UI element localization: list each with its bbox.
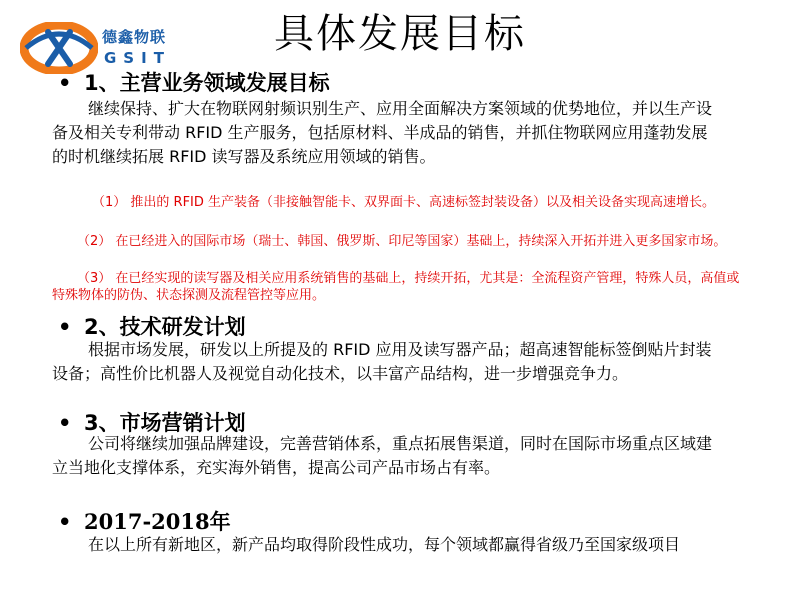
bullet-4: •: [58, 510, 72, 534]
red-item-3: （3） 在已经实现的读写器及相关应用系统销售的基础上，持续开拓，尤其是：全流程资产管理，特殊人员，高值或特殊物体的防伪、状态探测及流程管控等应用。: [52, 271, 740, 303]
section-body-2: [52, 338, 722, 386]
section-body-4-text: 在以上所有新地区，新产品均取得阶段性成功，每个领域都赢得省级乃至国家级项目: [88, 535, 681, 554]
red-item-1: （1） 推出的 RFID 生产装备（非接触智能卡、双界面卡、高速标签封装设备）以及相关设备实现高速增长。: [92, 195, 716, 210]
bullet-1: •: [58, 71, 72, 95]
bullet-3: •: [58, 411, 72, 435]
section-body-1-text: 继续保持、扩大在物联网射频识别生产、应用全面解决方案领域的优势地位，并以生产设备及相关专利带动 RFID 生产服务，包括原材料、半成品的销售，并抓住物联网应用蓬勃发展的时机继续拓展 RFID 读写器及系统应用领域的销售。: [52, 99, 713, 166]
section-body-3-text: 公司将继续加强品牌建设，完善营销体系，重点拓展售渠道，同时在国际市场重点区域建立当地化支撑体系，充实海外销售，提高公司产品市场占有率。: [52, 434, 713, 477]
section-body-2-text: 根据市场发展，研发以上所提及的 RFID 应用及读写器产品；超高速智能标签倒贴片封装设备；高性价比机器人及视觉自动化技术，以丰富产品结构，进一步增强竞争力。: [52, 340, 712, 383]
section-heading-1-text: 1、主营业务领域发展目标: [84, 71, 330, 95]
bullet-2: •: [58, 315, 72, 339]
section-heading-2: [58, 311, 246, 341]
section-heading-3-text: 3、市场营销计划: [84, 411, 246, 435]
logo-name-en: GSIT: [104, 49, 171, 67]
red-item-2: （2） 在已经进入的国际市场（瑞士、韩国、俄罗斯、印尼等国家）基础上，持续深入开拓并进入更多国家市场。: [77, 234, 727, 249]
section-heading-1: [58, 67, 330, 97]
section-heading-4: [58, 506, 231, 536]
section-heading-4-text: 2017-2018年: [84, 509, 231, 534]
section-body-4: [52, 533, 722, 557]
section-body-1: [52, 97, 722, 169]
section-heading-2-text: 2、技术研发计划: [84, 315, 246, 339]
page-title: 具体发展目标: [274, 11, 526, 57]
logo-name-cn: 德鑫物联: [102, 28, 167, 46]
section-body-3: [52, 432, 722, 480]
